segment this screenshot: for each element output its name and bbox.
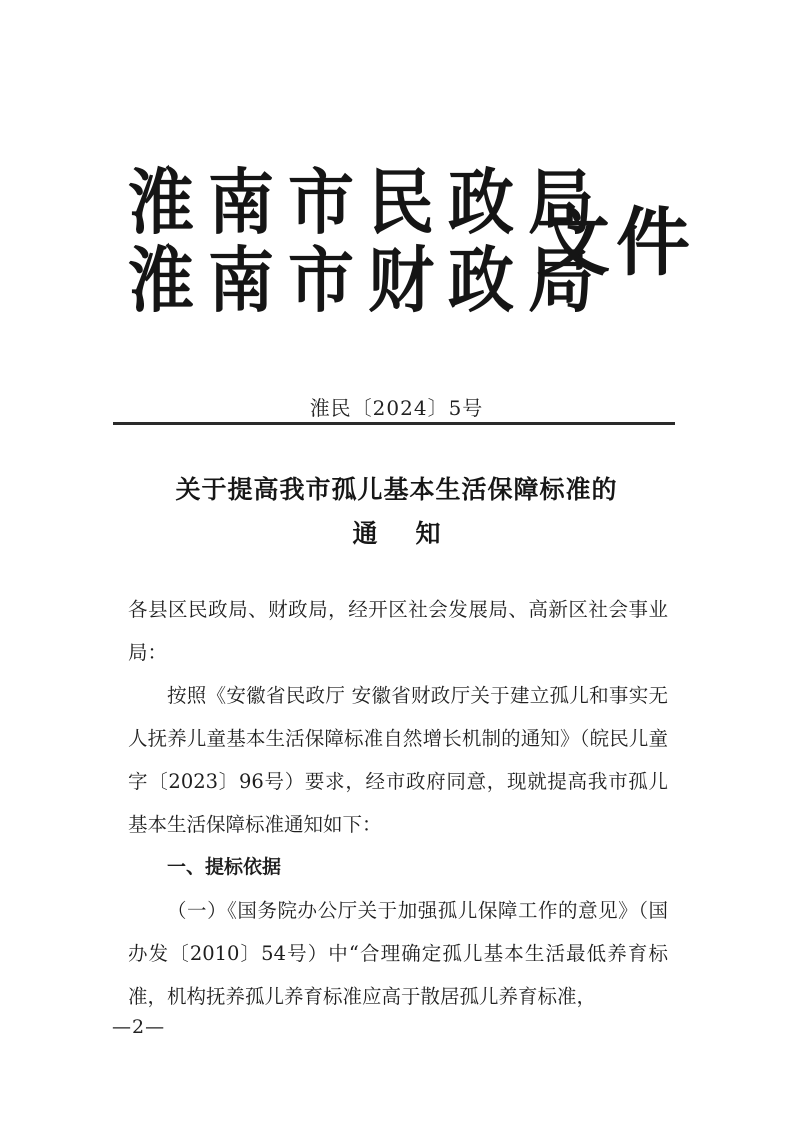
issuer-name-civil-affairs: 淮南市民政局 bbox=[128, 161, 608, 245]
title-line-2: 通知 bbox=[352, 519, 479, 548]
title-line-1: 关于提高我市孤儿基本生活保障标准的 bbox=[175, 475, 618, 504]
section-heading-1: 一、提标依据 bbox=[167, 856, 282, 878]
document-label: 文件 bbox=[536, 200, 696, 286]
page-number: —2— bbox=[112, 1016, 166, 1038]
issuer-header bbox=[128, 160, 696, 330]
document-body bbox=[128, 588, 668, 1018]
body-paragraph-1: 按照《安徽省民政厅 安徽省财政厅关于建立孤儿和事实无人抚养儿童基本生活保障标准自然增长机制的通知》（皖民儿童字〔2023〕96号）要求，经市政府同意，现就提高我市孤儿基本生活保障标准通知如下： bbox=[128, 684, 668, 836]
body-paragraph-2: （一）《国务院办公厅关于加强孤儿保障工作的意见》（国办发〔2010〕54号）中“合理确定孤儿基本生活最低养育标准，机构抚养孤儿养育标准应高于散居孤儿养育标准， bbox=[128, 899, 668, 1008]
header-divider bbox=[113, 422, 675, 425]
document-number: 淮民〔2024〕5号 bbox=[309, 396, 484, 420]
document-title bbox=[0, 470, 793, 554]
issuer-name-finance: 淮南市财政局 bbox=[128, 239, 608, 323]
addressee: 各县区民政局、财政局，经开区社会发展局、高新区社会事业局： bbox=[128, 598, 668, 664]
